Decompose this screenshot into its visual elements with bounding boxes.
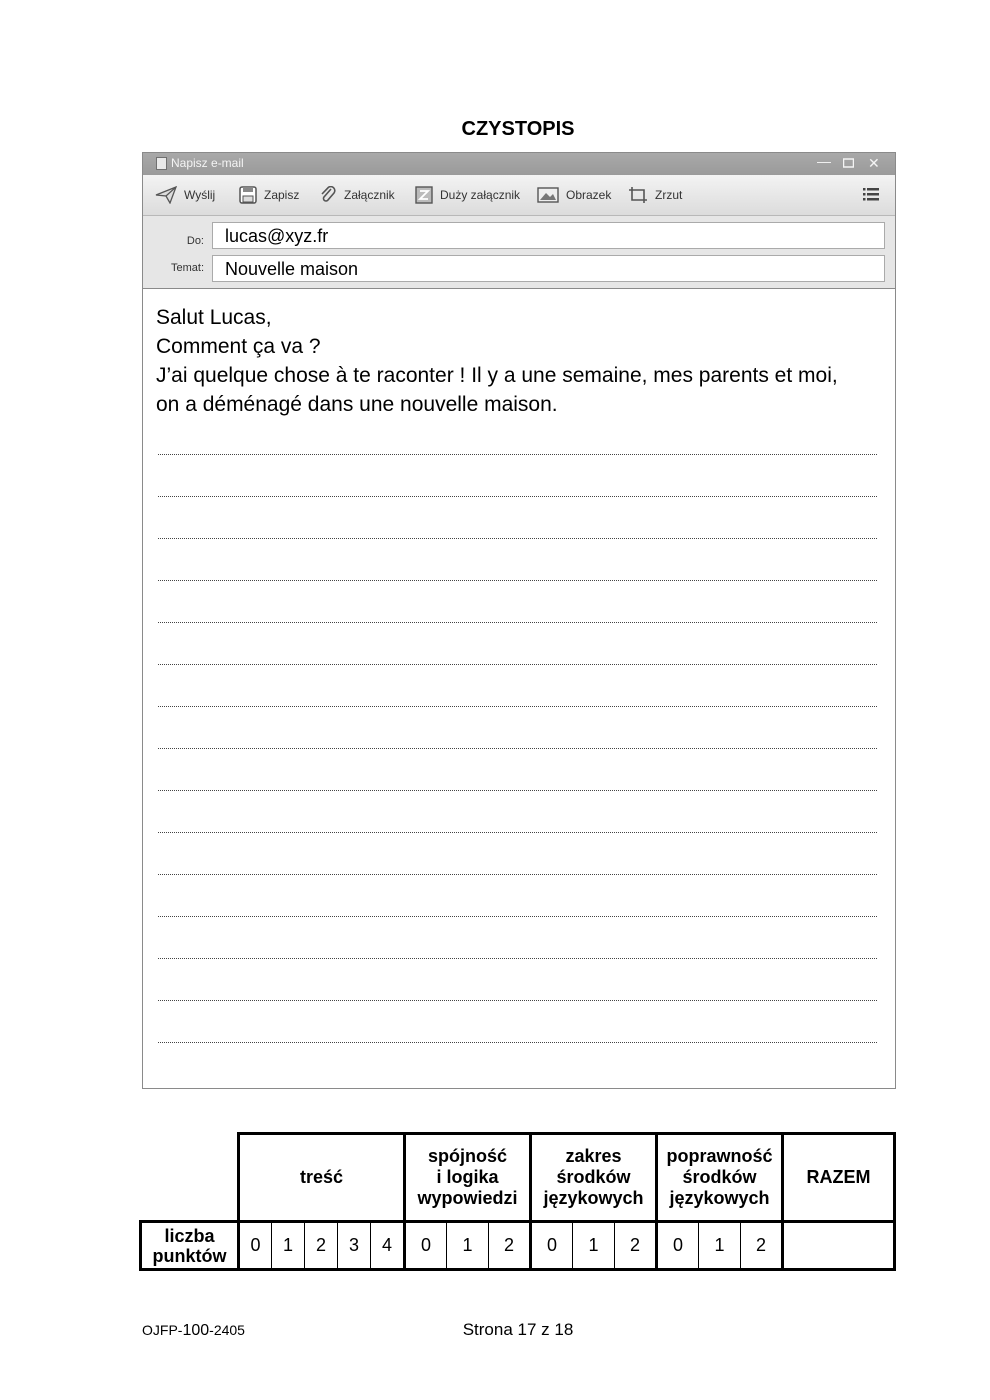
subject-field[interactable]: Nouvelle maison — [212, 255, 885, 282]
screenshot-label: Zrzut — [655, 188, 683, 202]
score-table — [139, 1132, 896, 1271]
score-option[interactable]: 4 — [371, 1222, 405, 1270]
save-label: Zapisz — [264, 188, 300, 202]
score-option[interactable]: 0 — [531, 1222, 573, 1270]
writing-line — [158, 622, 877, 623]
score-option[interactable]: 0 — [405, 1222, 447, 1270]
writing-line — [158, 538, 877, 539]
save-button[interactable] — [239, 185, 299, 205]
page-title: CZYSTOPIS — [461, 118, 575, 140]
writing-line — [158, 706, 877, 707]
page-number: Strona 17 z 18 — [462, 1320, 574, 1339]
send-button[interactable] — [155, 185, 215, 205]
row-label-points: liczba punktów — [141, 1222, 239, 1270]
email-toolbar — [143, 175, 895, 216]
to-label: Do: — [186, 235, 204, 247]
to-field[interactable]: lucas@xyz.fr — [212, 222, 885, 249]
writing-line — [158, 916, 877, 917]
image-icon — [537, 186, 559, 204]
score-option[interactable]: 1 — [573, 1222, 615, 1270]
save-icon — [239, 186, 257, 204]
image-button[interactable] — [537, 185, 611, 205]
body-line: Comment ça va ? — [156, 335, 321, 358]
score-option[interactable]: 0 — [239, 1222, 272, 1270]
exam-code: OJFP-100-2405 — [142, 1322, 245, 1339]
writing-line — [158, 790, 877, 791]
score-option[interactable]: 0 — [657, 1222, 699, 1270]
subject-label: Temat: — [170, 262, 204, 274]
large-attachment-icon — [415, 186, 433, 204]
score-option[interactable]: 3 — [338, 1222, 371, 1270]
attachment-label: Załącznik — [344, 188, 395, 202]
writing-line — [158, 1042, 877, 1043]
score-option[interactable]: 1 — [447, 1222, 489, 1270]
image-label: Obrazek — [566, 188, 612, 202]
window-title: Napisz e-mail — [171, 156, 244, 170]
score-option[interactable]: 1 — [699, 1222, 741, 1270]
large-attachment-button[interactable] — [415, 185, 520, 205]
screenshot-button[interactable] — [628, 185, 682, 205]
score-option[interactable]: 2 — [305, 1222, 338, 1270]
score-option[interactable]: 2 — [741, 1222, 783, 1270]
email-header-fields — [143, 216, 895, 289]
score-option[interactable]: 2 — [615, 1222, 657, 1270]
header-range: zakres środków językowych — [531, 1134, 657, 1222]
writing-line — [158, 496, 877, 497]
score-option[interactable]: 2 — [489, 1222, 531, 1270]
maximize-icon[interactable] — [843, 155, 854, 171]
attachment-button[interactable] — [319, 185, 395, 205]
header-total: RAZEM — [783, 1134, 895, 1222]
send-icon — [155, 186, 177, 204]
writing-line — [158, 874, 877, 875]
crop-icon — [628, 186, 648, 204]
body-line: on a déménagé dans une nouvelle maison. — [156, 393, 558, 416]
body-line: J’ai quelque chose à te raconter ! Il y a une semaine, mes parents et moi, — [156, 364, 838, 387]
minimize-icon[interactable]: — — [817, 153, 831, 169]
large-attachment-label: Duży załącznik — [440, 188, 521, 202]
window-titlebar — [143, 153, 895, 175]
writing-line — [158, 748, 877, 749]
document-icon — [156, 157, 167, 170]
close-icon[interactable]: ✕ — [868, 155, 880, 171]
paperclip-icon — [319, 186, 337, 204]
menu-icon[interactable] — [863, 187, 879, 206]
writing-line — [158, 1000, 877, 1001]
total-cell[interactable] — [783, 1222, 895, 1270]
email-compose-window — [142, 152, 896, 1089]
body-line: Salut Lucas, — [156, 306, 272, 329]
score-option[interactable]: 1 — [272, 1222, 305, 1270]
header-correctness: poprawność środków językowych — [657, 1134, 783, 1222]
writing-line — [158, 832, 877, 833]
writing-line — [158, 664, 877, 665]
header-content: treść — [239, 1134, 405, 1222]
email-body-text[interactable] — [156, 303, 881, 419]
header-coherence: spójność i logika wypowiedzi — [405, 1134, 531, 1222]
table-corner — [141, 1134, 239, 1222]
writing-line — [158, 580, 877, 581]
writing-line — [158, 958, 877, 959]
send-label: Wyślij — [184, 188, 216, 202]
writing-line — [158, 454, 877, 455]
